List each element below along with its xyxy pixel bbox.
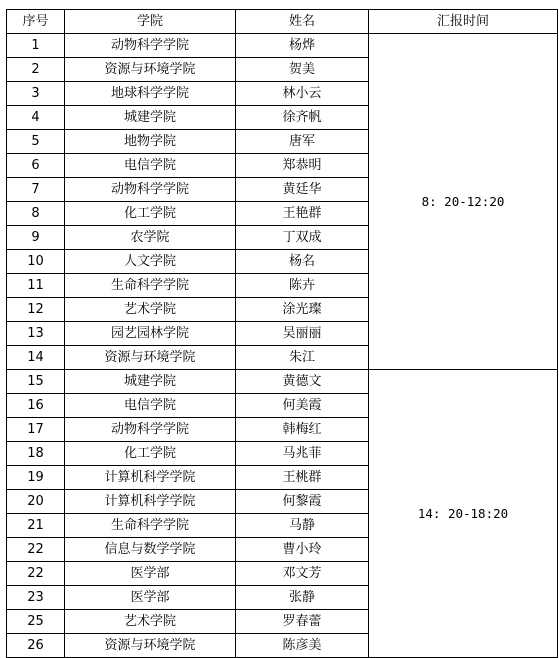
cell-college: 资源与环境学院	[65, 346, 236, 370]
cell-name: 陈卉	[236, 274, 369, 298]
cell-report-time: 14: 20-18:20	[369, 370, 558, 658]
cell-no: 25	[7, 610, 65, 634]
cell-no: 3	[7, 82, 65, 106]
cell-no: 26	[7, 634, 65, 658]
cell-no: 11	[7, 274, 65, 298]
cell-college: 资源与环境学院	[65, 634, 236, 658]
cell-name: 郑恭明	[236, 154, 369, 178]
cell-college: 医学部	[65, 586, 236, 610]
cell-college: 电信学院	[65, 394, 236, 418]
table-row	[7, 34, 558, 58]
cell-name: 徐齐帆	[236, 106, 369, 130]
cell-no: 12	[7, 298, 65, 322]
cell-college: 化工学院	[65, 442, 236, 466]
cell-no: 22	[7, 562, 65, 586]
cell-no: 1	[7, 34, 65, 58]
cell-college: 动物科学学院	[65, 34, 236, 58]
cell-college: 艺术学院	[65, 298, 236, 322]
header-name: 姓名	[236, 10, 369, 34]
cell-no: 23	[7, 586, 65, 610]
cell-no: 7	[7, 178, 65, 202]
cell-college: 计算机科学学院	[65, 490, 236, 514]
cell-name: 朱江	[236, 346, 369, 370]
cell-name: 何美霞	[236, 394, 369, 418]
cell-name: 陈彦美	[236, 634, 369, 658]
cell-name: 贺美	[236, 58, 369, 82]
cell-no: 17	[7, 418, 65, 442]
cell-report-time: 8: 20-12:20	[369, 34, 558, 370]
cell-college: 资源与环境学院	[65, 58, 236, 82]
cell-college: 计算机科学学院	[65, 466, 236, 490]
cell-college: 人文学院	[65, 250, 236, 274]
cell-college: 电信学院	[65, 154, 236, 178]
cell-no: 9	[7, 226, 65, 250]
cell-college: 艺术学院	[65, 610, 236, 634]
cell-no: 19	[7, 466, 65, 490]
cell-name: 曹小玲	[236, 538, 369, 562]
cell-name: 马兆菲	[236, 442, 369, 466]
cell-no: 8	[7, 202, 65, 226]
cell-name: 杨名	[236, 250, 369, 274]
cell-college: 生命科学学院	[65, 514, 236, 538]
cell-college: 城建学院	[65, 106, 236, 130]
cell-name: 黄廷华	[236, 178, 369, 202]
cell-college: 城建学院	[65, 370, 236, 394]
cell-college: 农学院	[65, 226, 236, 250]
cell-name: 林小云	[236, 82, 369, 106]
cell-name: 涂光璨	[236, 298, 369, 322]
cell-no: 22	[7, 538, 65, 562]
cell-name: 王桃群	[236, 466, 369, 490]
cell-college: 动物科学学院	[65, 418, 236, 442]
table-body	[7, 34, 558, 658]
header-college: 学院	[65, 10, 236, 34]
cell-no: 5	[7, 130, 65, 154]
cell-college: 化工学院	[65, 202, 236, 226]
cell-college: 医学部	[65, 562, 236, 586]
cell-name: 吴丽丽	[236, 322, 369, 346]
cell-college: 动物科学学院	[65, 178, 236, 202]
header-time: 汇报时间	[369, 10, 558, 34]
cell-no: 21	[7, 514, 65, 538]
cell-name: 王艳群	[236, 202, 369, 226]
cell-name: 张静	[236, 586, 369, 610]
cell-name: 罗春蕾	[236, 610, 369, 634]
cell-name: 马静	[236, 514, 369, 538]
cell-name: 邓文芳	[236, 562, 369, 586]
cell-no: 14	[7, 346, 65, 370]
cell-no: 18	[7, 442, 65, 466]
cell-no: 4	[7, 106, 65, 130]
cell-no: 16	[7, 394, 65, 418]
cell-no: 2	[7, 58, 65, 82]
header-no: 序号	[7, 10, 65, 34]
cell-name: 丁双成	[236, 226, 369, 250]
cell-college: 信息与数学学院	[65, 538, 236, 562]
header-row	[7, 10, 558, 34]
cell-college: 生命科学学院	[65, 274, 236, 298]
cell-college: 园艺园林学院	[65, 322, 236, 346]
cell-college: 地物学院	[65, 130, 236, 154]
cell-college: 地球科学学院	[65, 82, 236, 106]
schedule-table	[6, 9, 558, 658]
table-row	[7, 370, 558, 394]
cell-no: 20	[7, 490, 65, 514]
cell-no: 6	[7, 154, 65, 178]
cell-name: 韩梅红	[236, 418, 369, 442]
cell-name: 唐军	[236, 130, 369, 154]
cell-no: 13	[7, 322, 65, 346]
cell-no: 15	[7, 370, 65, 394]
cell-name: 何黎霞	[236, 490, 369, 514]
cell-name: 杨烨	[236, 34, 369, 58]
cell-no: 10	[7, 250, 65, 274]
cell-name: 黄德文	[236, 370, 369, 394]
